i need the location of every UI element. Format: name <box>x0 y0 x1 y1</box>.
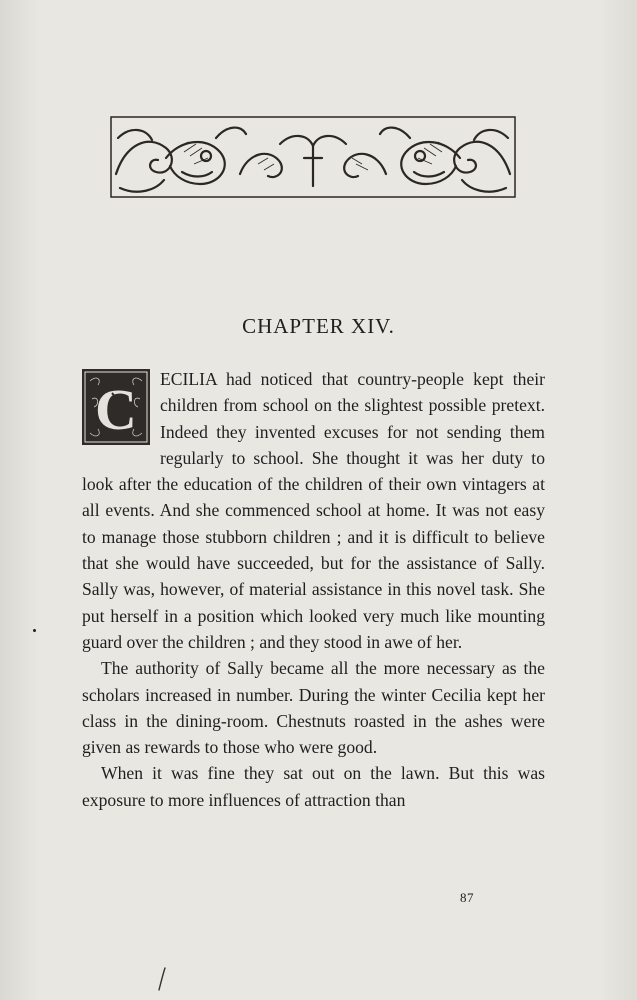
ornamental-headpiece <box>108 114 518 200</box>
chapter-title: CHAPTER XIV. <box>242 314 395 338</box>
paragraph-3: When it was fine they sat out on the lawn. But this was exposure to more influences of attraction than <box>82 763 545 810</box>
paragraph-2: The authority of Sally became all the more necessary as the scholars increased in number. During the winter Cecilia kept her class in the dining-room. Chestnuts roasted in the ashes were given as rewards to those who were good. <box>82 658 545 758</box>
pencil-mark-icon <box>156 966 168 992</box>
chapter-body <box>82 366 545 813</box>
paragraph-1 <box>82 366 545 655</box>
dropcap-letter: C <box>95 377 137 442</box>
dropcap-ornament-icon <box>82 369 150 445</box>
page-number: 87 <box>460 890 474 905</box>
paragraph-1-text: ECILIA had noticed that country-people kept their children from school on the slightest possible pretext. Indeed they invented excuses for not sending them regularly to school. She thought it was her duty to look after the education of the children of their own vintagers at all events. And she commenced school at home. It was not easy to manage those stubborn children ; and it is difficult to believe that she would have succeeded, but for the assistance of Sally. Sally was, however, of material assistance in this novel task. She put herself in a position which looked very much like mounting guard over the children ; and they stood in awe of her. <box>82 369 545 652</box>
ink-speck <box>33 629 36 632</box>
dropcap-c <box>82 369 150 445</box>
